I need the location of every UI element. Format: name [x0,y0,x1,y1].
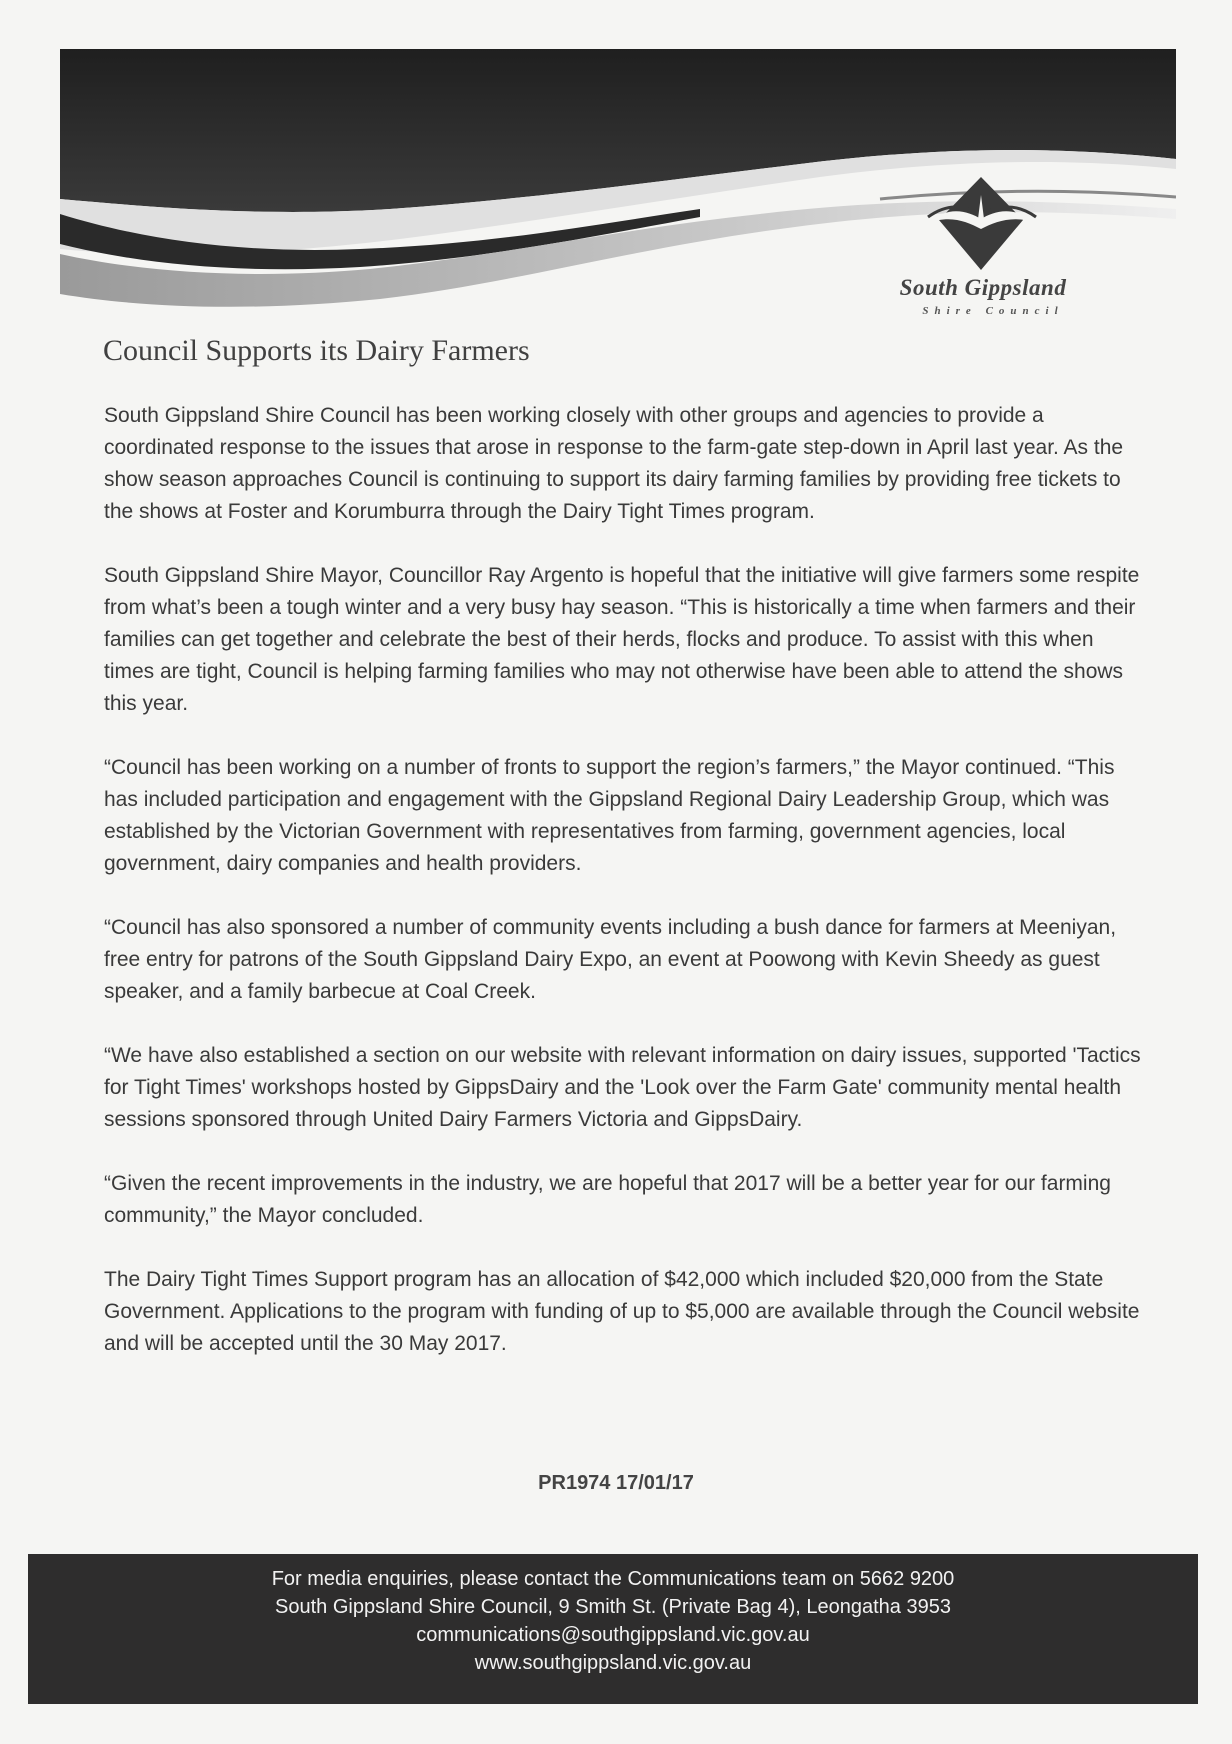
footer-email-link[interactable]: communications@southgippsland.vic.gov.au [416,1624,810,1646]
footer-address: South Gippsland Shire Council, 9 Smith St. (Private Bag 4), Leongatha 3953 [275,1596,951,1618]
footer-website-link[interactable]: www.southgippsland.vic.gov.au [474,1652,752,1674]
council-logo [868,175,1098,325]
article-body [104,400,1144,1392]
footer-media-enquiries: For media enquiries, please contact the Communications team on 5662 9200 [271,1568,955,1590]
paragraph: “Council has been working on a number of fronts to support the region’s farmers,” the Mayor continued. “This has included participation and engagement with the Gippsland Regional Dairy Leadership Group, which was established by the Victorian Government with representatives from farming, government agencies, local government, dairy companies and health providers. [104,756,1115,875]
paragraph: South Gippsland Shire Council has been working closely with other groups and agencies to provide a coordinated response to the issues that arose in response to the farm-gate step-down in April last year. As the show season approaches Council is continuing to support its dairy farming families by providing free tickets to the shows at Foster and Korumburra through the Dairy Tight Times program. [104,404,1124,523]
footer-contact-panel [28,1554,1198,1704]
council-emblem-icon [868,175,1098,275]
press-release-reference: PR1974 17/01/17 [538,1472,694,1494]
paragraph: “Given the recent improvements in the industry, we are hopeful that 2017 will be a better year for our farming community,” the Mayor concluded. [104,1172,1111,1227]
paragraph: South Gippsland Shire Mayor, Councillor Ray Argento is hopeful that the initiative will give farmers some respite from what’s been a tough winter and a very busy hay season. “This is historically a time when farmers and their families can get together and celebrate the best of their herds, flocks and produce. To assist with this when times are tight, Council is helping farming families who may not otherwise have been able to attend the shows this year. [104,564,1140,715]
logo-subtitle: Shire Council [922,305,1064,317]
logo-name: South Gippsland [899,275,1067,300]
page-title: Council Supports its Dairy Farmers [103,334,530,367]
paragraph: “Council has also sponsored a number of community events including a bush dance for farmers at Meeniyan, free entry for patrons of the South Gippsland Dairy Expo, an event at Poowong with Kevin Sheedy as guest speaker, and a family barbecue at Coal Creek. [104,916,1117,1003]
paragraph: The Dairy Tight Times Support program has an allocation of $42,000 which included $20,000 from the State Government. Applications to the program with funding of up to $5,000 are available through the Council website and will be accepted until the 30 May 2017. [104,1268,1140,1355]
paragraph: “We have also established a section on our website with relevant information on dairy issues, supported 'Tactics for Tight Times' workshops hosted by GippsDairy and the 'Look over the Farm Gate' community mental health sessions sponsored through United Dairy Farmers Victoria and GippsDairy. [104,1044,1141,1131]
